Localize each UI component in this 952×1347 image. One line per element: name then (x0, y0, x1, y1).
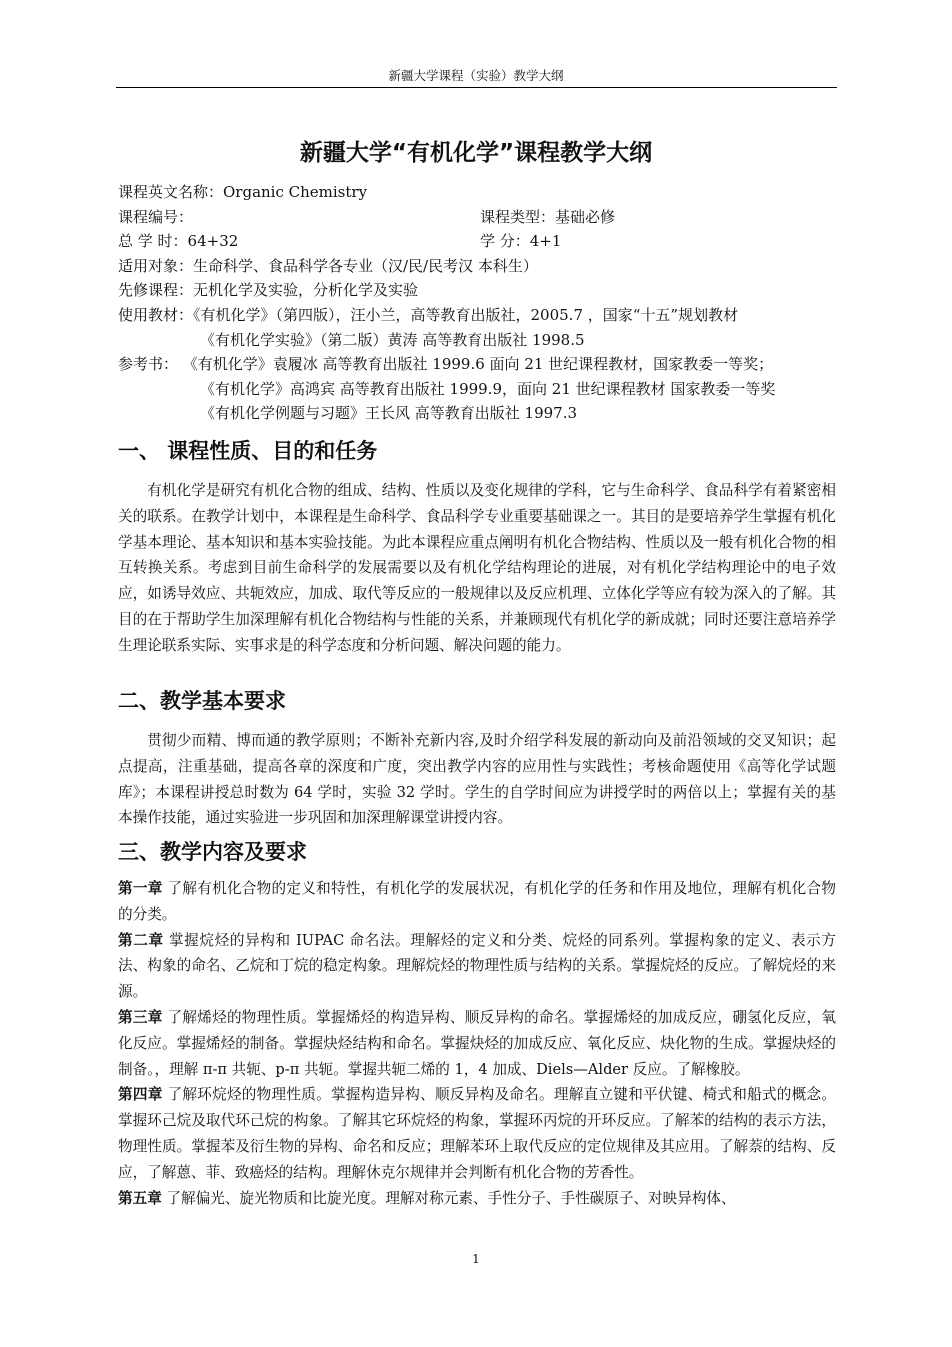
meta-english-name: 课程英文名称：Organic Chemistry (118, 183, 368, 201)
chapter-text: 掌握烷烃的异构和 IUPAC 命名法。理解烃的定义和分类、烷烃的同系列。掌握构象的定义、表示方法、构象的命名、乙烷和丁烷的稳定构象。理解烷烃的物理性质与结构的关系。掌握烷烃的反应。了解烷烃的来源。 (118, 931, 837, 1001)
chapter-item (118, 876, 836, 928)
page-number: 1 (472, 1252, 480, 1266)
meta-row-hours-credits (118, 229, 838, 254)
meta-course-code: 课程编号： (118, 207, 194, 226)
chapter-label: 第一章 (118, 880, 163, 897)
chapter-label: 第五章 (118, 1189, 162, 1207)
meta-reference-2: 《有机化学》高鸿宾 高等教育出版社 1999.9，面向 21 世纪课程教材 国家教委一等奖 (200, 379, 776, 398)
section-heading-nature: 一、 课程性质、目的和任务 (118, 439, 378, 463)
header-rule (116, 87, 837, 88)
meta-textbook-1: 使用教材：《有机化学》（第四版），汪小兰，高等教育出版社，2005.7 ，国家“十五”规划教材 (118, 305, 739, 324)
chapter-text: 了解有机化合物的定义和特性，有机化学的发展状况，有机化学的任务和作用及地位，理解有机化合物的分类。 (118, 880, 836, 923)
meta-course-type: 课程类型：基础必修 (480, 207, 616, 226)
chapter-item (118, 1082, 836, 1185)
chapter-text: 了解烯烃的物理性质。掌握烯烃的构造异构、顺反异构的命名。掌握烯烃的加成反应，硼氢化反应，氧化反应。掌握烯烃的制备。掌握炔烃结构和命名。掌握炔烃的加成反应、氧化反应、炔化物的生成。掌握炔烃的制备。，理解 π-π 共轭、p-π 共轭。掌握共轭二烯的 1，4 加成、Diels—Alder 反应。了解橡胶。 (118, 1008, 836, 1078)
document-title: 新疆大学“有机化学”课程教学大纲 (299, 140, 653, 166)
chapter-item (118, 928, 836, 1005)
meta-hours: 总 学 时：64+32 (118, 232, 239, 251)
chapter-item (118, 1186, 836, 1212)
chapter-item (118, 1005, 836, 1082)
meta-prerequisite: 先修课程：无机化学及实验，分析化学及实验 (118, 281, 419, 300)
section-heading-content: 三、教学内容及要求 (118, 840, 307, 864)
chapter-text: 了解偏光、旋光物质和比旋光度。理解对称元素、手性分子、手性碳原子、对映异构体、 (166, 1189, 736, 1207)
meta-credits: 学 分：4+1 (480, 232, 562, 251)
chapter-list (118, 876, 836, 1211)
meta-row-code-type (118, 205, 838, 230)
chapter-label: 第四章 (118, 1086, 163, 1104)
section-body-nature: 有机化学是研究有机化合物的组成、结构、性质以及变化规律的学科，它与生命科学、食品科学有着紧密相关的联系。在教学计划中，本课程是生命科学、食品科学专业重要基础课之一。其目的是要培养学生掌握有机化学基本理论、基本知识和基本实验技能。为此本课程应重点阐明有机化合物结构、性质以及一般有机化合物的相互转换关系。考虑到目前生命科学的发展需要以及有机化学结构理论的进展，对有机化学结构理论中的电子效应，如诱导效应、共轭效应，加成、取代等反应的一般规律以及反应机理、立体化学等应有较为深入的了解。其目的在于帮助学生加深理解有机化合物结构与性能的关系，并兼顾现代有机化学的新成就；同时还要注意培养学生理论联系实际、实事求是的科学态度和分析问题、解决问题的能力。 (118, 482, 836, 654)
course-meta (118, 180, 838, 426)
meta-reference-1: 参考书： 《有机化学》袁履冰 高等教育出版社 1999.6 面向 21 世纪课程教材，国家教委一等奖； (118, 355, 774, 374)
section-body-requirements: 贯彻少而精、博而通的教学原则；不断补充新内容,及时介绍学科发展的新动向及前沿领域的交叉知识；起点提高，注重基础，提高各章的深度和广度，突出教学内容的应用性与实践性；考核命题使用《高等化学试题库》；本课程讲授总时数为 64 学时，实验 32 学时。学生的自学时间应为讲授学时的两倍以上；掌握有关的基本操作技能，通过实验进一步巩固和加深理解课堂讲授内容。 (118, 732, 836, 827)
running-header: 新疆大学课程（实验）教学大纲 (388, 68, 564, 83)
section-heading-requirements: 二、教学基本要求 (118, 689, 286, 713)
chapter-text: 了解环烷烃的物理性质。掌握构造异构、顺反异构及命名。理解直立键和平伏键、椅式和船式的概念。掌握环己烷及取代环己烷的构象。了解其它环烷烃的构象，掌握环丙烷的开环反应。了解苯的结构的表示方法，物理性质。掌握苯及衍生物的异构、命名和反应；理解苯环上取代反应的定位规律及其应用。了解萘的结构、反应，了解蒽、菲、致癌烃的结构。理解休克尔规律并会判断有机化合物的芳香性。 (118, 1086, 836, 1181)
meta-audience: 适用对象：生命科学、食品科学各专业（汉/民/民考汉 本科生） (118, 256, 538, 275)
meta-reference-3: 《有机化学例题与习题》王长风 高等教育出版社 1997.3 (200, 404, 578, 423)
meta-textbook-2: 《有机化学实验》（第二版）黄涛 高等教育出版社 1998.5 (200, 330, 585, 349)
chapter-label: 第三章 (118, 1008, 163, 1026)
chapter-label: 第二章 (118, 931, 164, 949)
